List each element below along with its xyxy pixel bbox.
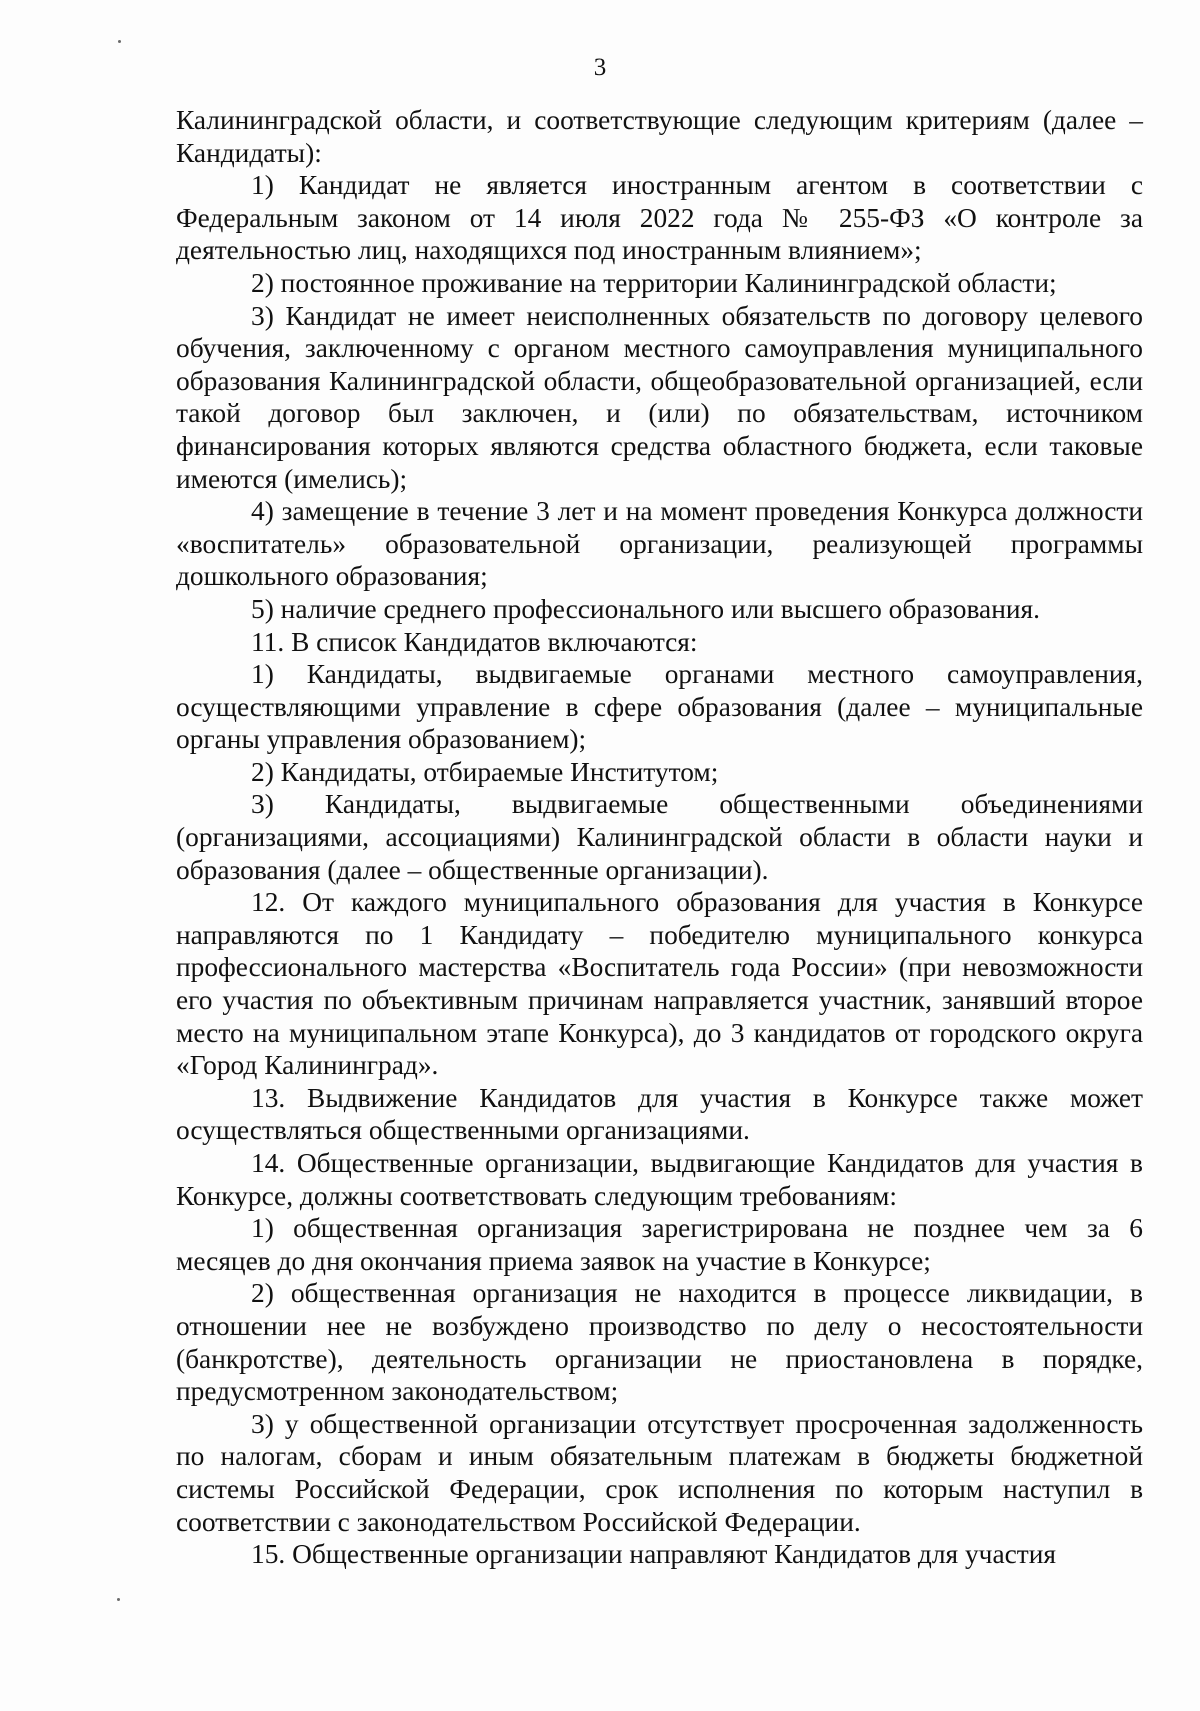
document-body — [176, 104, 1143, 1571]
paragraph: 13. Выдвижение Кандидатов для участия в Конкурсе также может осуществляться общественными организациями. — [176, 1082, 1143, 1146]
paragraph: Калининградской области, и соответствующие следующим критериям (далее – Кандидаты): — [176, 105, 1143, 168]
paragraph: 2) общественная организация не находится в процессе ликвидации, в отношении нее не возбуждено производство по делу о несостоятельности (банкротстве), деятельность организации не приостановлена в порядке, предусмотренном законодательством; — [176, 1278, 1143, 1407]
paragraph: 3) у общественной организации отсутствует просроченная задолженность по налогам, сборам и иным обязательным платежам в бюджеты бюджетной системы Российской Федерации, срок исполнения по которым наступил в соответствии с законодательством Российской Федерации. — [176, 1408, 1143, 1537]
paragraph: 15. Общественные организации направляют Кандидатов для участия — [251, 1539, 1056, 1570]
paragraph: 5) наличие среднего профессионального или высшего образования. — [251, 593, 1040, 624]
paragraph: 2) Кандидаты, отбираемые Институтом; — [251, 756, 719, 787]
paragraph: 12. От каждого муниципального образования для участия в Конкурсе направляются по 1 Кандидату – победителю муниципального конкурса профессионального мастерства «Воспитатель года России» (при невозможности его участия по объективным причинам направляется участник, занявший второе место на муниципальном этапе Конкурса), до 3 кандидатов от городского округа «Город Калининград». — [176, 887, 1143, 1081]
paragraph: 3) Кандидаты, выдвигаемые общественными объединениями (организациями, ассоциациями) Калининградской области в области науки и образования (далее – общественные организации). — [176, 789, 1143, 885]
paragraph: 14. Общественные организации, выдвигающие Кандидатов для участия в Конкурсе, должны соответствовать следующим требованиям: — [176, 1148, 1143, 1211]
page-number: 3 — [593, 54, 607, 81]
paragraph: 1) общественная организация зарегистрирована не позднее чем за 6 месяцев до дня окончания приема заявок на участие в Конкурсе; — [176, 1213, 1143, 1276]
paragraph: 1) Кандидат не является иностранным агентом в соответствии с Федеральным законом от 14 июля 2022 года № 255-ФЗ «О контроле за деятельностью лиц, находящихся под иностранным влиянием»; — [176, 170, 1143, 266]
paragraph: 4) замещение в течение 3 лет и на момент проведения Конкурса должности «воспитатель» образовательной организации, реализующей программы дошкольного образования; — [176, 496, 1143, 592]
paragraph: 11. В список Кандидатов включаются: — [251, 626, 698, 657]
paragraph: 3) Кандидат не имеет неисполненных обязательств по договору целевого обучения, заключенному с органом местного самоуправления муниципального образования Калининградской области, общеобразовательной организацией, если такой договор был заключен, и (или) по обязательствам, источником финансирования которых являются средства областного бюджета, если таковые имеются (имелись); — [176, 300, 1143, 494]
paragraph: 1) Кандидаты, выдвигаемые органами местного самоуправления, осуществляющими управление в сфере образования (далее – муниципальные органы управления образованием); — [176, 659, 1143, 755]
paragraph: 2) постоянное проживание на территории Калининградской области; — [251, 267, 1057, 298]
scan-speck — [118, 40, 121, 43]
scan-speck — [117, 1598, 120, 1601]
